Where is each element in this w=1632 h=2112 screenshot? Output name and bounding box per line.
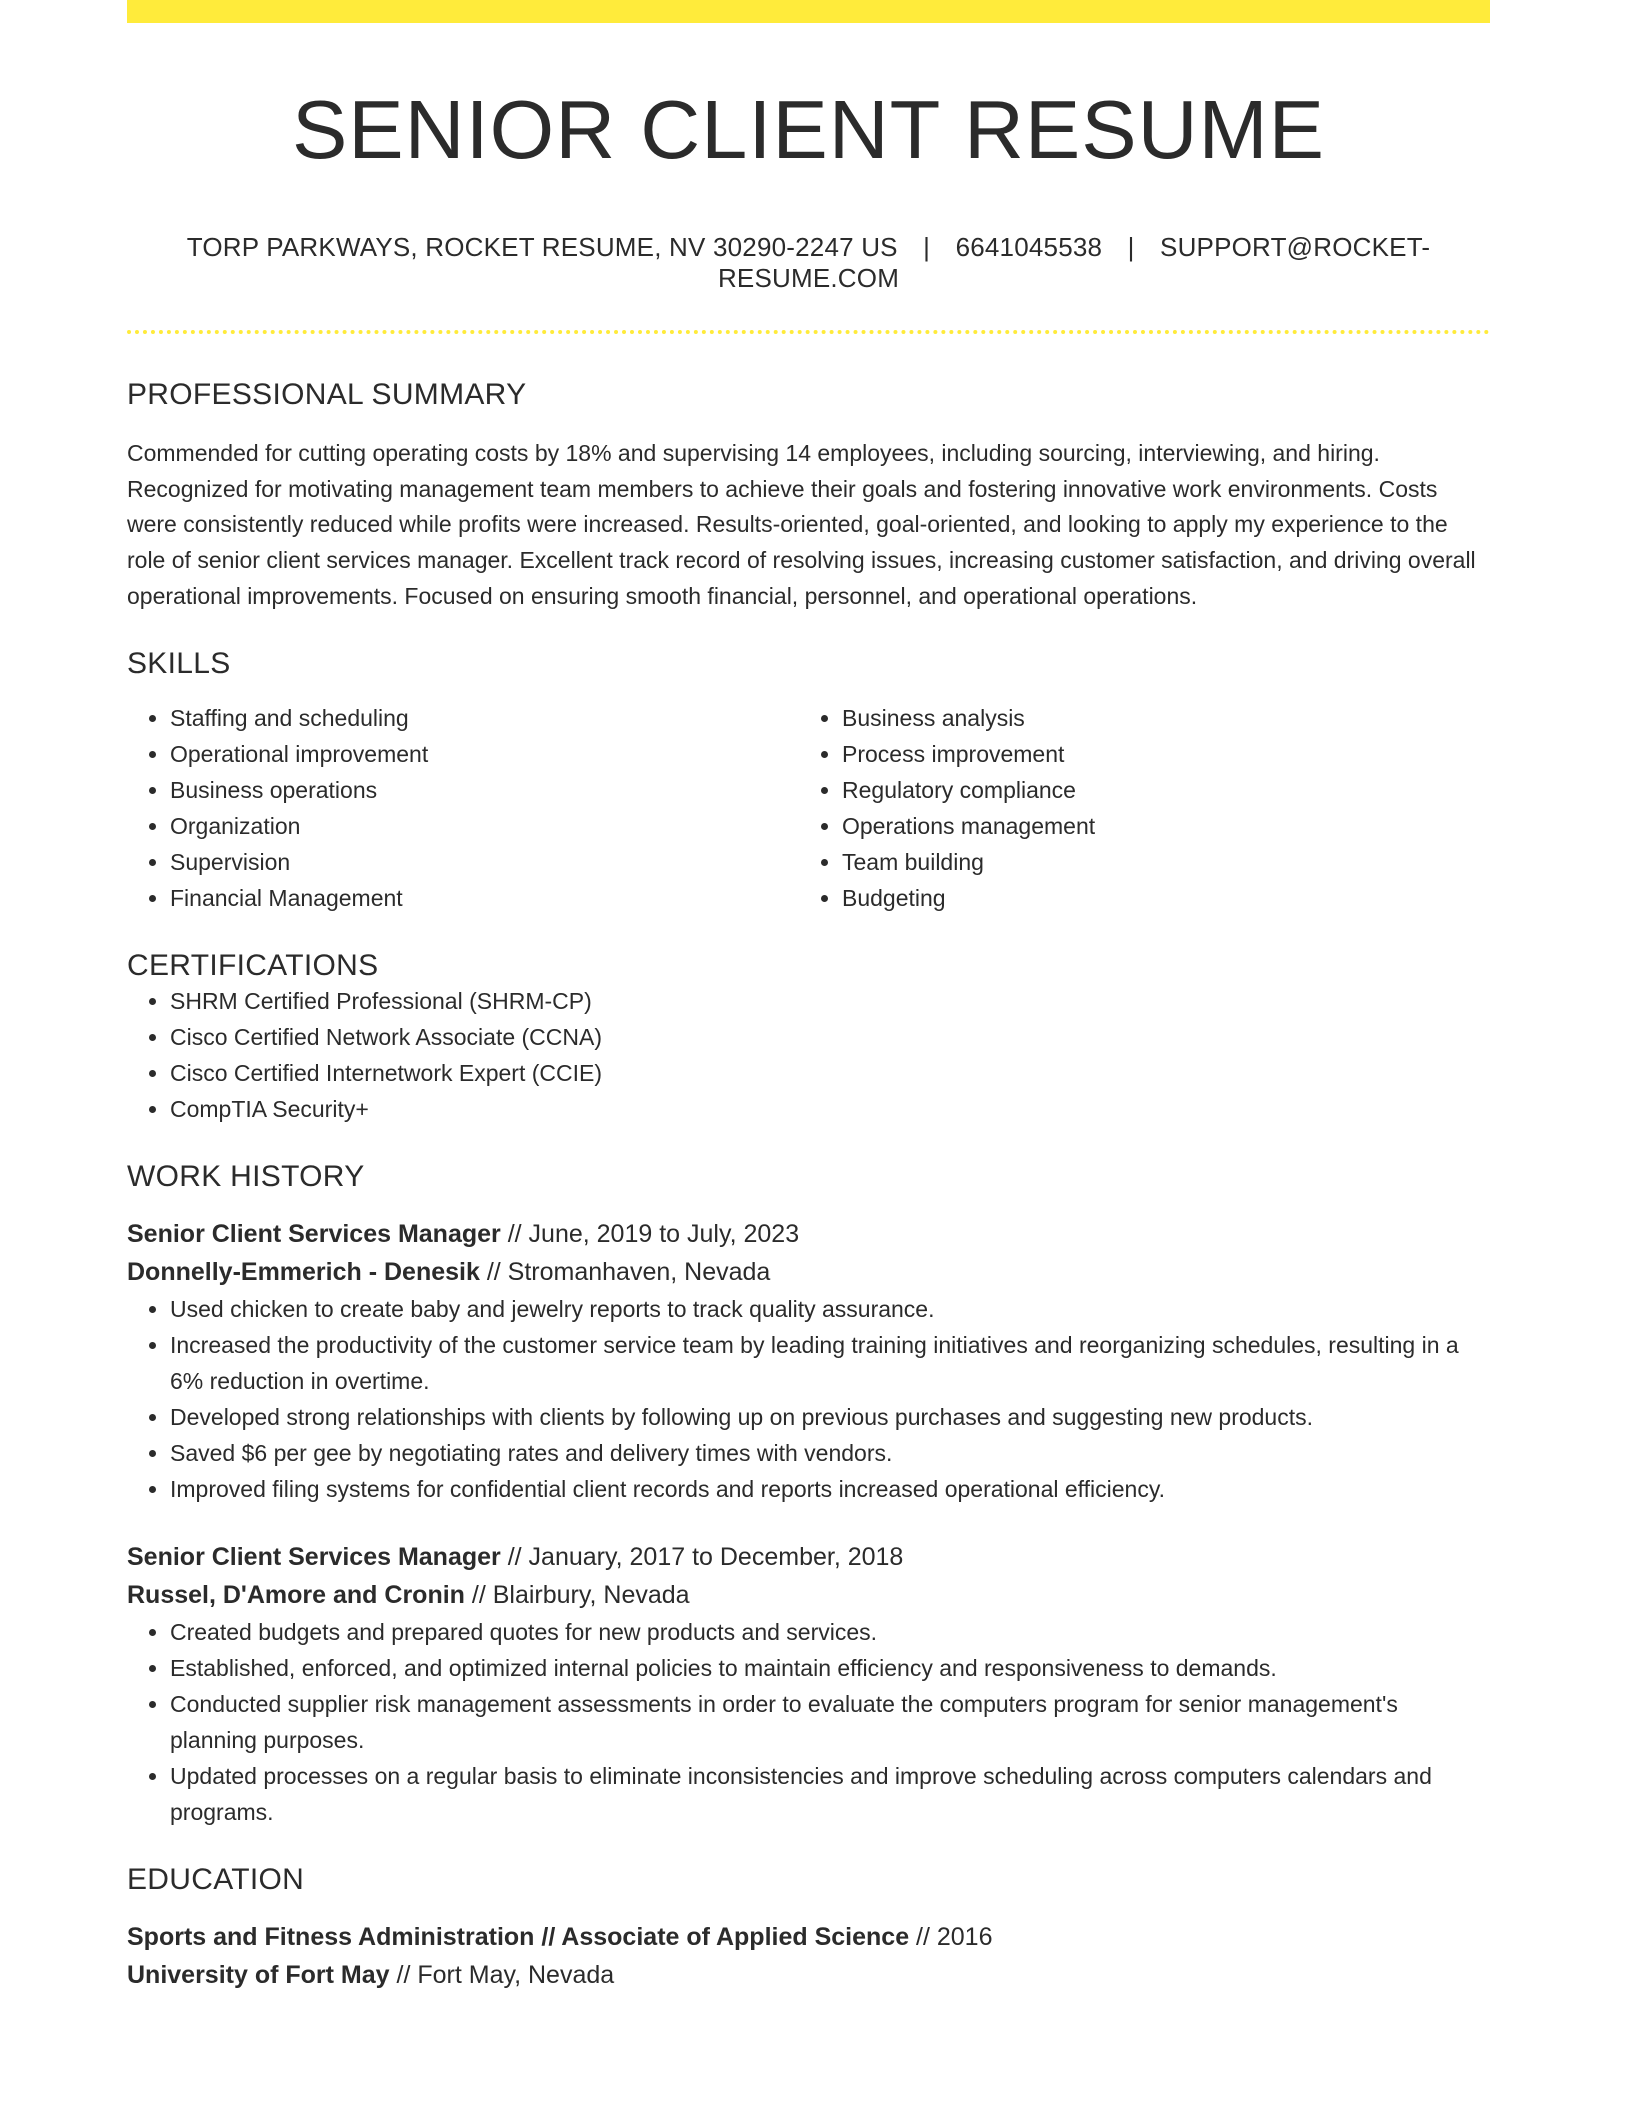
skills-heading: SKILLS [127,647,231,681]
job-title-line [127,1538,1490,1576]
job-company-line [127,1253,1490,1291]
contact-phone: 6641045538 [955,232,1103,263]
contact-separator: | [923,232,931,263]
job-title: Senior Client Services Manager [127,1220,501,1249]
job-bullets [127,1291,1490,1507]
certification-item: • Cisco Certified Internetwork Expert (CCIE) [170,1055,1490,1091]
certification-item: • CompTIA Security+ [170,1091,1490,1127]
education-school: University of Fort May [127,1961,390,1990]
education-location: // Fort May, Nevada [389,1961,615,1990]
job-dates: // January, 2017 to December, 2018 [500,1543,904,1572]
skill-item: • Process improvement [842,736,1471,772]
job-bullet: • Increased the productivity of the customer service team by leading training initiatives and reorganizing schedules, resulting in a 6% reduction in overtime. [170,1327,1490,1399]
contact-address: TORP PARKWAYS, ROCKET RESUME, NV 30290-2247 US [186,232,898,263]
job-bullet: • Updated processes on a regular basis to eliminate inconsistencies and improve scheduling across computers calendars and programs. [170,1758,1490,1830]
job-location: // Stromanhaven, Nevada [479,1258,771,1287]
certification-item: • Cisco Certified Network Associate (CCNA) [170,1019,1490,1055]
job-bullet: • Conducted supplier risk management assessments in order to evaluate the computers program for senior management's planning purposes. [170,1686,1490,1758]
summary-text: Commended for cutting operating costs by 18% and supervising 14 employees, including sourcing, interviewing, and hiring. Recognized for motivating management team members to achieve their goals and fostering innovative work environments. Costs were consistently reduced while profits were increased. Results-oriented, goal-oriented, and looking to apply my experience to the role of senior client services manager. Excellent track record of resolving issues, increasing customer satisfaction, and driving overall operational improvements. Focused on ensuring smooth financial, personnel, and operational operations. [127,440,1476,609]
job-company: Donnelly-Emmerich - Denesik [127,1258,480,1287]
skill-item: • Business analysis [842,700,1471,736]
skill-item: • Operational improvement [170,736,799,772]
education-degree: Sports and Fitness Administration // Associate of Applied Science [127,1923,910,1952]
skill-item: • Financial Management [170,880,799,916]
contact-email: SUPPORT@ROCKET-RESUME.COM [717,232,1431,294]
certifications-list [127,983,1490,1127]
job-company: Russel, D'Amore and Cronin [127,1581,465,1610]
education-school-line [127,1956,1490,1994]
work-history-heading: WORK HISTORY [127,1160,365,1194]
contact-separator: | [1127,232,1135,263]
job-bullet: • Created budgets and prepared quotes for new products and services. [170,1614,1490,1650]
certification-item: • SHRM Certified Professional (SHRM-CP) [170,983,1490,1019]
skills-list-right [799,700,1471,916]
job-bullet: • Improved filing systems for confidential client records and reports increased operational efficiency. [170,1471,1490,1507]
education-degree-line [127,1918,1490,1956]
job-title-line [127,1215,1490,1253]
contact-line [127,232,1490,294]
skill-item: • Team building [842,844,1471,880]
skill-item: • Supervision [170,844,799,880]
skills-list-left [127,700,799,916]
job-location: // Blairbury, Nevada [464,1581,690,1610]
job-bullets [127,1614,1490,1830]
summary-heading: PROFESSIONAL SUMMARY [127,378,527,412]
certifications-heading: CERTIFICATIONS [127,949,379,983]
education-heading: EDUCATION [127,1863,305,1897]
skills-grid [127,700,1490,916]
job-bullet: • Used chicken to create baby and jewelry reports to track quality assurance. [170,1291,1490,1327]
job-company-line [127,1576,1490,1614]
resume-title: SENIOR CLIENT RESUME [291,83,1326,176]
job-dates: // June, 2019 to July, 2023 [500,1220,800,1249]
job-title: Senior Client Services Manager [127,1543,501,1572]
skill-item: • Regulatory compliance [842,772,1471,808]
resume-page [127,0,1490,1994]
job-bullet: • Saved $6 per gee by negotiating rates and delivery times with vendors. [170,1435,1490,1471]
skill-item: • Organization [170,808,799,844]
education-year: // 2016 [909,1923,993,1952]
job-bullet: • Established, enforced, and optimized internal policies to maintain efficiency and responsiveness to demands. [170,1650,1490,1686]
job-bullet: • Developed strong relationships with clients by following up on previous purchases and suggesting new products. [170,1399,1490,1435]
skill-item: • Budgeting [842,880,1471,916]
header-divider [127,330,1490,334]
top-accent-bar [127,0,1490,23]
skill-item: • Staffing and scheduling [170,700,799,736]
skill-item: • Business operations [170,772,799,808]
skill-item: • Operations management [842,808,1471,844]
